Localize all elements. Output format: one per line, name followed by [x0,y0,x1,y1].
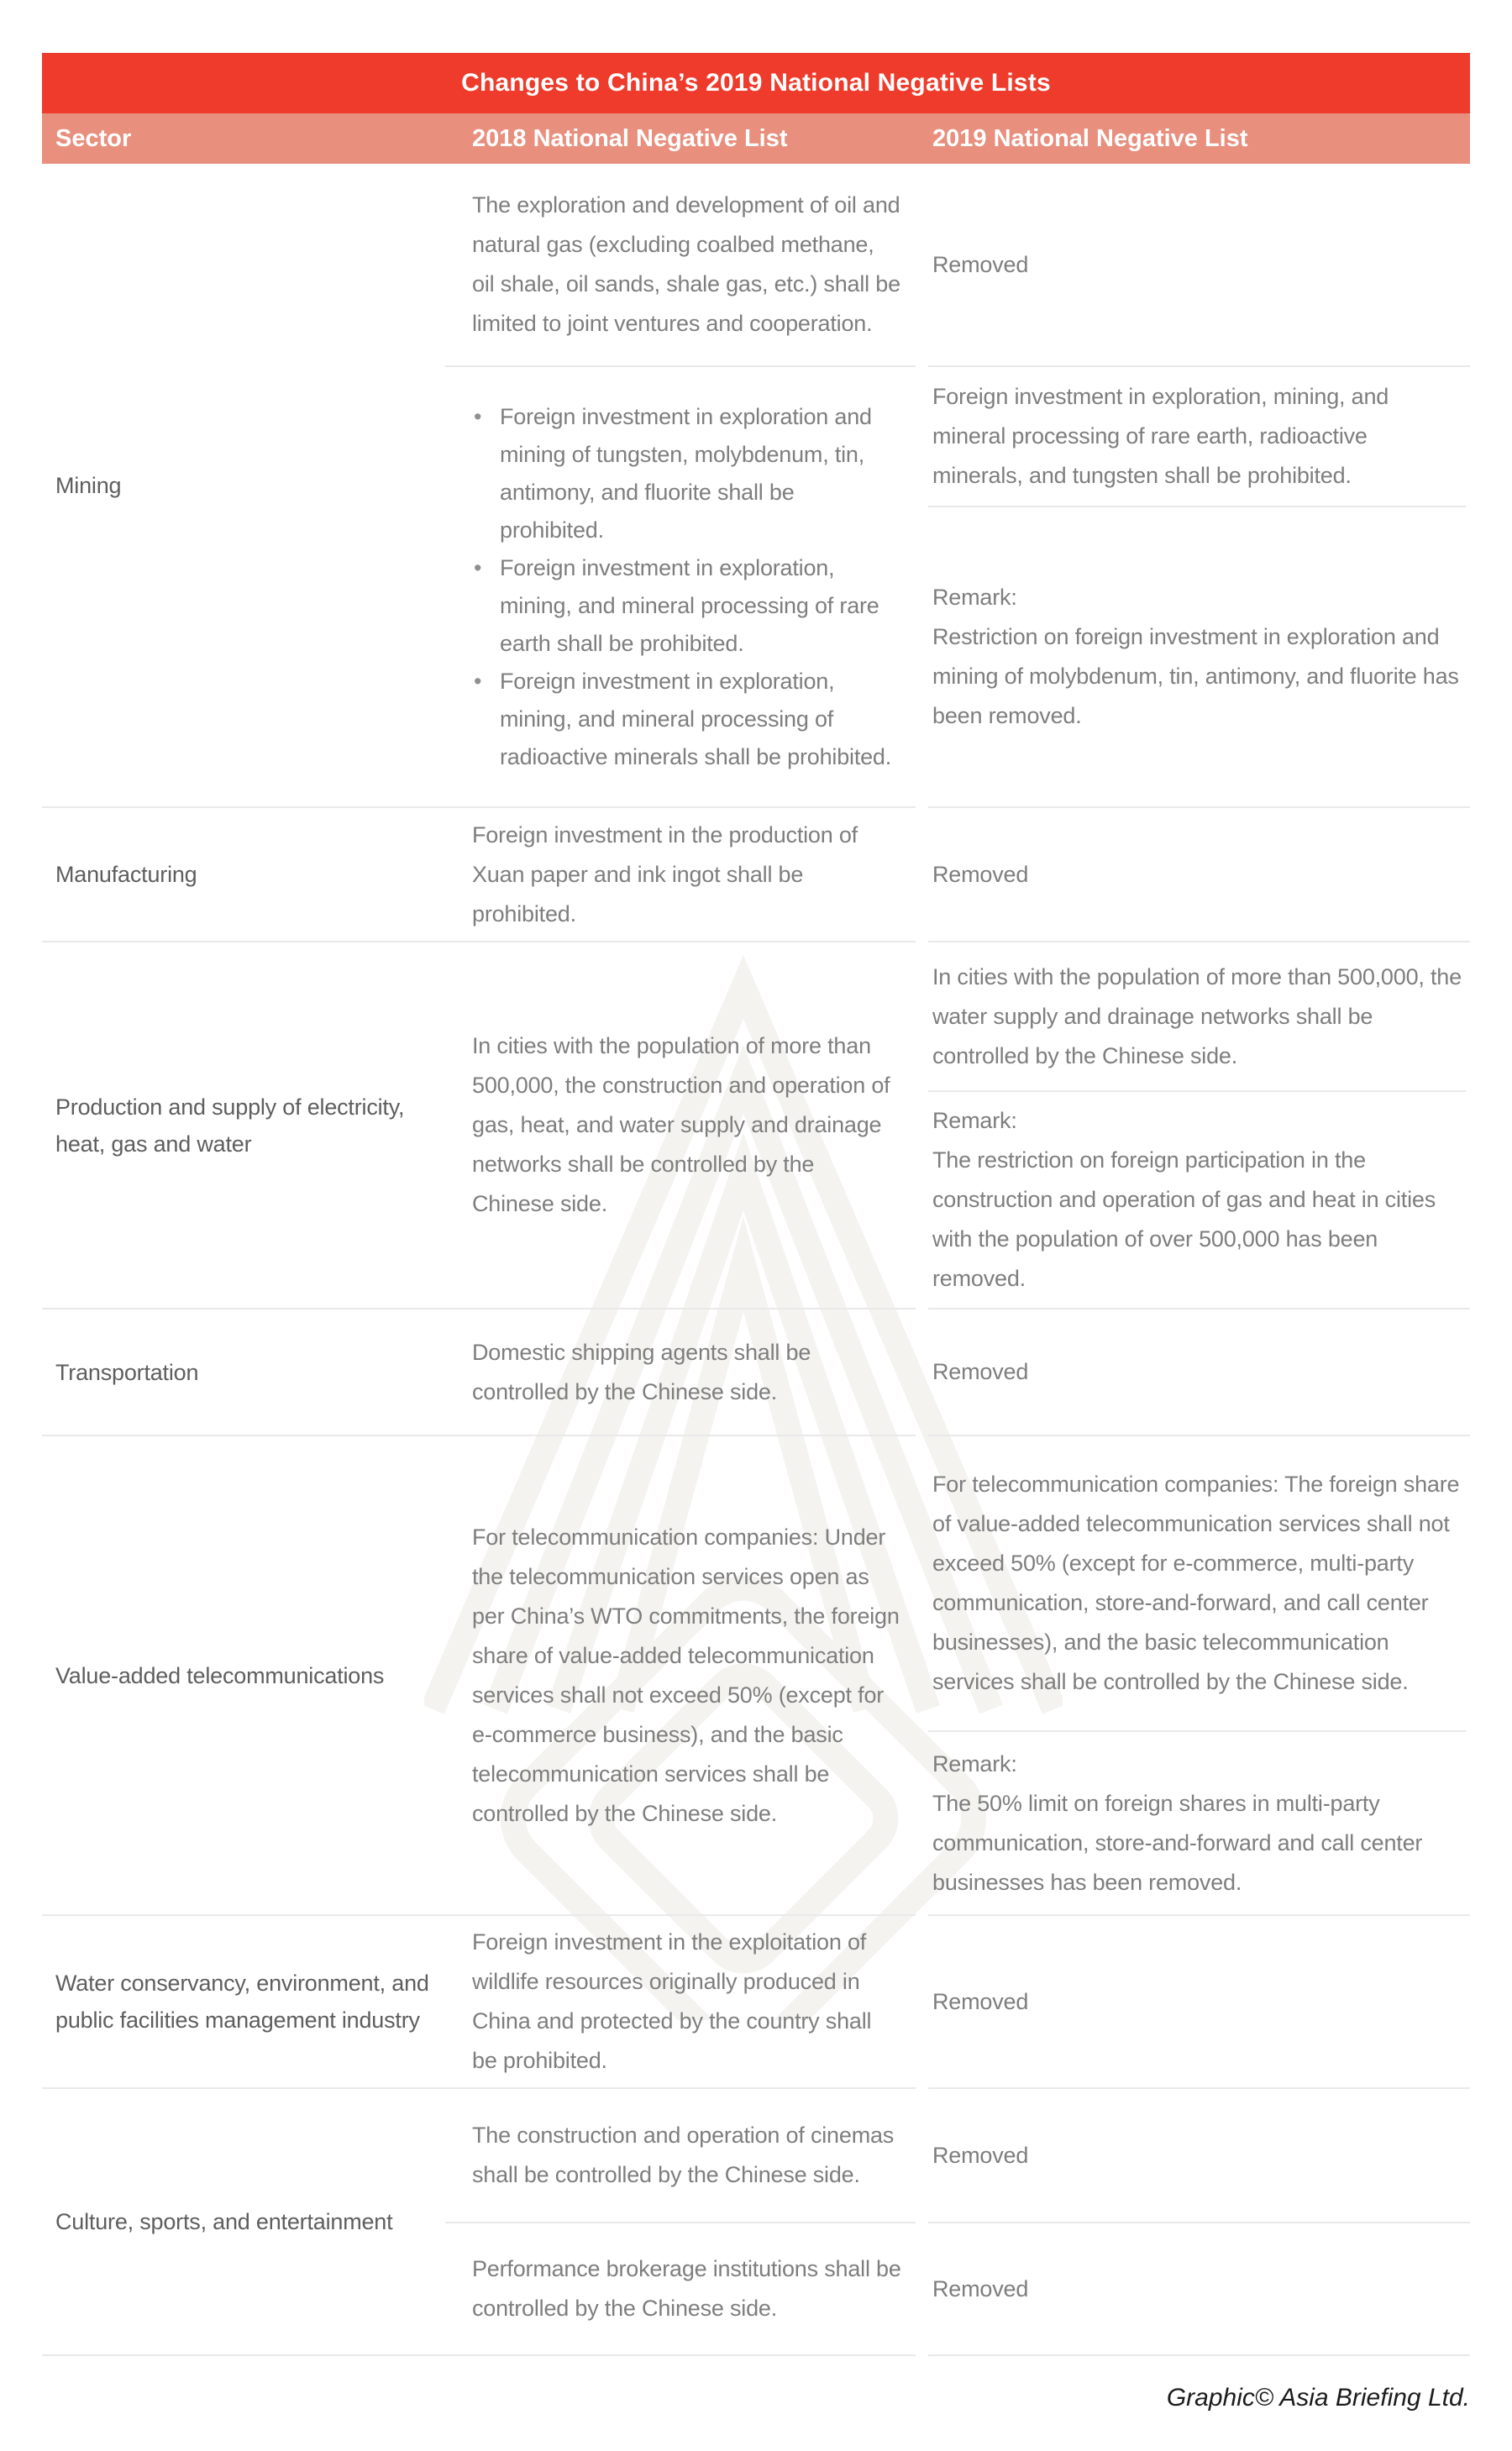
sector-label: Production and supply of electricity, heat, gas and water [55,1094,405,1157]
remark-text: The 50% limit on foreign shares in multi-party communication, store-and-forward and call center businesses has been removed. [932,1790,1423,1895]
table-title: Changes to China’s 2019 National Negative Lists [461,69,1051,97]
table-row-culture-sports-entertainment [42,2089,1470,2354]
sector-label: Mining [55,472,122,498]
table-row-mining [42,164,1470,806]
table-row-water-conservancy [42,1916,1470,2087]
cell-2018: The construction and operation of cinemas shall be controlled by the Chinese side. [472,2123,895,2187]
table-row-transportation [42,1309,1470,1435]
bullet-item: • Foreign investment in exploration and mining of tungsten, molybdenum, tin, antimony, and fluorite shall be prohibited. [472,398,902,549]
cell-2019: Removed [932,1359,1029,1384]
cell-2018 [445,367,907,806]
table-row-value-added-telecommunications [42,1436,1470,1914]
table-row-electricity-heat-gas-water [42,942,1470,1308]
cell-2018: Performance brokerage institutions shall be controlled by the Chinese side. [472,2256,901,2321]
cell-2019: Removed [932,2142,1029,2168]
culture-subrow-2 [445,2223,1470,2354]
sector-label: Value-added telecommunications [55,1662,385,1688]
remark-label: Remark: [932,1108,1017,1133]
credit-line: Graphic© Asia Briefing Ltd. [1166,2384,1470,2412]
culture-subrow-1 [445,2089,1470,2222]
sector-label: Culture, sports, and entertainment [55,2209,393,2234]
cell-2018: For telecommunication companies: Under the telecommunication services open as per China’s WTO commitments, the foreign share of value-added telecommunication services shall not exceed 50% (except for e-commerce business), and the basic telecommunication services shall be controlled by the Chinese side. [472,1524,900,1826]
cell-2019: Removed [932,251,1029,277]
bullet-item: • Foreign investment in exploration, mining, and mineral processing of rare earth shall be prohibited. [472,549,902,663]
row-divider [42,2354,1470,2356]
bullet-list [472,398,902,776]
cell-2018: Foreign investment in the exploitation of wildlife resources originally produced in China and protected by the country shall be prohibited. [472,1929,872,2073]
sector-label: Manufacturing [55,862,197,887]
cell-2019-remark [907,507,1470,806]
negative-list-table [42,53,1470,2356]
cell-2018: The exploration and development of oil and natural gas (excluding coalbed methane, oil shale, oil sands, shale gas, etc.) shall be limited to joint ventures and cooperation. [472,192,900,336]
cell-2019-remark [907,1732,1470,1914]
cell-2019-main: Foreign investment in exploration, mining, and mineral processing of rare earth, radioactive minerals, and tungsten shall be prohibited. [932,384,1389,488]
cell-2018: Foreign investment in the production of Xuan paper and ink ingot shall be prohibited. [472,821,858,926]
column-header-2019-list: 2019 National Negative List [932,124,1248,152]
mining-subrow-2 [445,367,1470,806]
remark-text: Restriction on foreign investment in exploration and mining of molybdenum, tin, antimony, and fluorite has been removed. [932,624,1459,728]
column-header-2018-list: 2018 National Negative List [472,124,788,152]
cell-2019-main: For telecommunication companies: The foreign share of value-added telecommunication services shall not exceed 50% (except for e-commerce, multi-party communication, store-and-forward, and call center businesses), and the basic telecommunication services shall be controlled by the Chinese side. [932,1472,1460,1694]
column-header-sector: Sector [55,124,132,152]
cell-2019: Removed [932,2275,1029,2301]
remark-text: The restriction on foreign participation in the construction and operation of gas and heat in cities with the population of over 500,000 has been removed. [932,1147,1436,1291]
cell-2018: Domestic shipping agents shall be controlled by the Chinese side. [472,1339,811,1404]
cell-2019-main: In cities with the population of more than 500,000, the water supply and drainage networks shall be controlled by the Chinese side. [932,963,1462,1068]
sector-label: Transportation [55,1359,199,1385]
cell-2019: Removed [932,861,1029,887]
cell-2018: In cities with the population of more than 500,000, the construction and operation of gas, heat, and water supply and drainage networks shall be controlled by the Chinese side. [472,1033,890,1216]
table-row-manufacturing [42,808,1470,941]
bullet-item: • Foreign investment in exploration, mining, and mineral processing of radioactive minerals shall be prohibited. [472,663,902,776]
remark-label: Remark: [932,1750,1017,1777]
mining-subrow-1 [445,164,1470,365]
sector-label: Water conservancy, environment, and public facilities management industry [55,1971,429,2033]
table-title-bar [42,53,1470,113]
cell-2019-remark [907,1092,1470,1308]
remark-label: Remark: [932,585,1017,610]
cell-2019: Removed [932,1988,1029,2014]
column-header-row [42,113,1470,164]
